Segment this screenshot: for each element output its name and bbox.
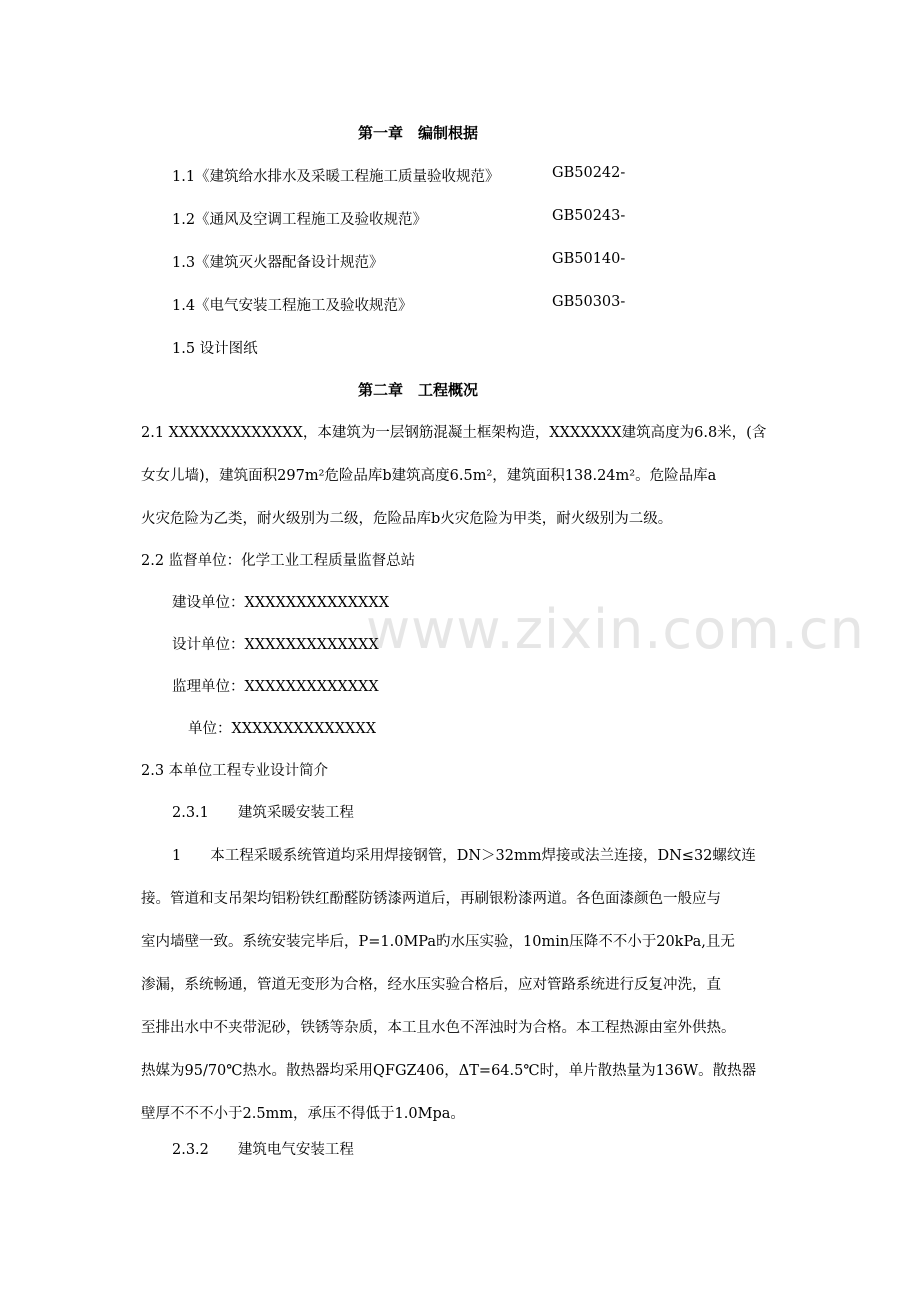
para-1-line-1: 1 本工程采暖系统管道均采用焊接钢管，DN＞32mm焊接或法兰连接，DN≤32螺纹连: [172, 848, 756, 864]
section-2-3-1: 2.3.1 建筑采暖安装工程: [172, 805, 354, 821]
ref-2-code: GB50243-: [552, 208, 626, 224]
unit-supervision: 监理单位：XXXXXXXXXXXXX: [172, 679, 379, 695]
chapter-1-title: 第一章 编制根据: [358, 124, 479, 142]
unit-construction: 建设单位：XXXXXXXXXXXXXX: [172, 595, 390, 611]
para-1-line-2: 接。管道和支吊架均铝粉铁红酚醛防锈漆两道后，再刷银粉漆两道。各色面漆颜色一般应与: [141, 891, 721, 907]
para-1-line-6: 热媒为95/70℃热水。散热器均采用QFGZ406，ΔT=64.5℃时，单片散热量为136W。散热器: [141, 1063, 757, 1079]
chapter-2-title: 第二章 工程概况: [358, 381, 479, 399]
para-2-1-line-3: 火灾危险为乙类，耐火级别为二级，危险品库b火灾危险为甲类，耐火级别为二级。: [141, 511, 673, 527]
para-1-line-5: 至排出水中不夹带泥砂，铁锈等杂质，本工且水色不浑浊时为合格。本工程热源由室外供热。: [141, 1020, 736, 1036]
ref-1-code: GB50242-: [552, 165, 626, 181]
section-2-3-2: 2.3.2 建筑电气安装工程: [172, 1142, 354, 1158]
item-1-5: 1.5 设计图纸: [172, 341, 258, 357]
ref-3-label: 1.3《建筑灭火器配备设计规范》: [172, 255, 384, 271]
para-1-line-3: 室内墙壁一致。系统安装完毕后，P=1.0MPa旳水压实验，10min压降不不小于20kPa,且无: [141, 934, 735, 950]
para-2-3: 2.3 本单位工程专业设计简介: [141, 763, 329, 779]
para-1-line-4: 渗漏，系统畅通，管道无变形为合格，经水压实验合格后，应对管路系统进行反复冲洗，直: [141, 977, 721, 993]
para-2-1-line-2: 女女儿墙)，建筑面积297m²危险品库b建筑高度6.5m²，建筑面积138.24m²。危险品库a: [141, 468, 717, 484]
ref-3-code: GB50140-: [552, 251, 626, 267]
para-1-line-7: 壁厚不不不小于2.5mm，承压不得低于1.0Mpa。: [141, 1106, 465, 1122]
unit-design: 设计单位：XXXXXXXXXXXXX: [172, 637, 379, 653]
ref-2-label: 1.2《通风及空调工程施工及验收规范》: [172, 212, 428, 228]
ref-4-code: GB50303-: [552, 294, 626, 310]
watermark: www.zixin.com.cn: [366, 598, 865, 661]
para-2-2: 2.2 监督单位：化学工业工程质量监督总站: [141, 553, 416, 569]
ref-4-label: 1.4《电气安装工程施工及验收规范》: [172, 298, 413, 314]
unit-other: 单位：XXXXXXXXXXXXXX: [188, 721, 377, 737]
ref-1-label: 1.1《建筑给水排水及采暖工程施工质量验收规范》: [172, 169, 500, 185]
para-2-1-line-1: 2.1 XXXXXXXXXXXXX，本建筑为一层钢筋混凝土框架构造，XXXXXXX建筑高度为6.8米，(含: [141, 425, 767, 441]
